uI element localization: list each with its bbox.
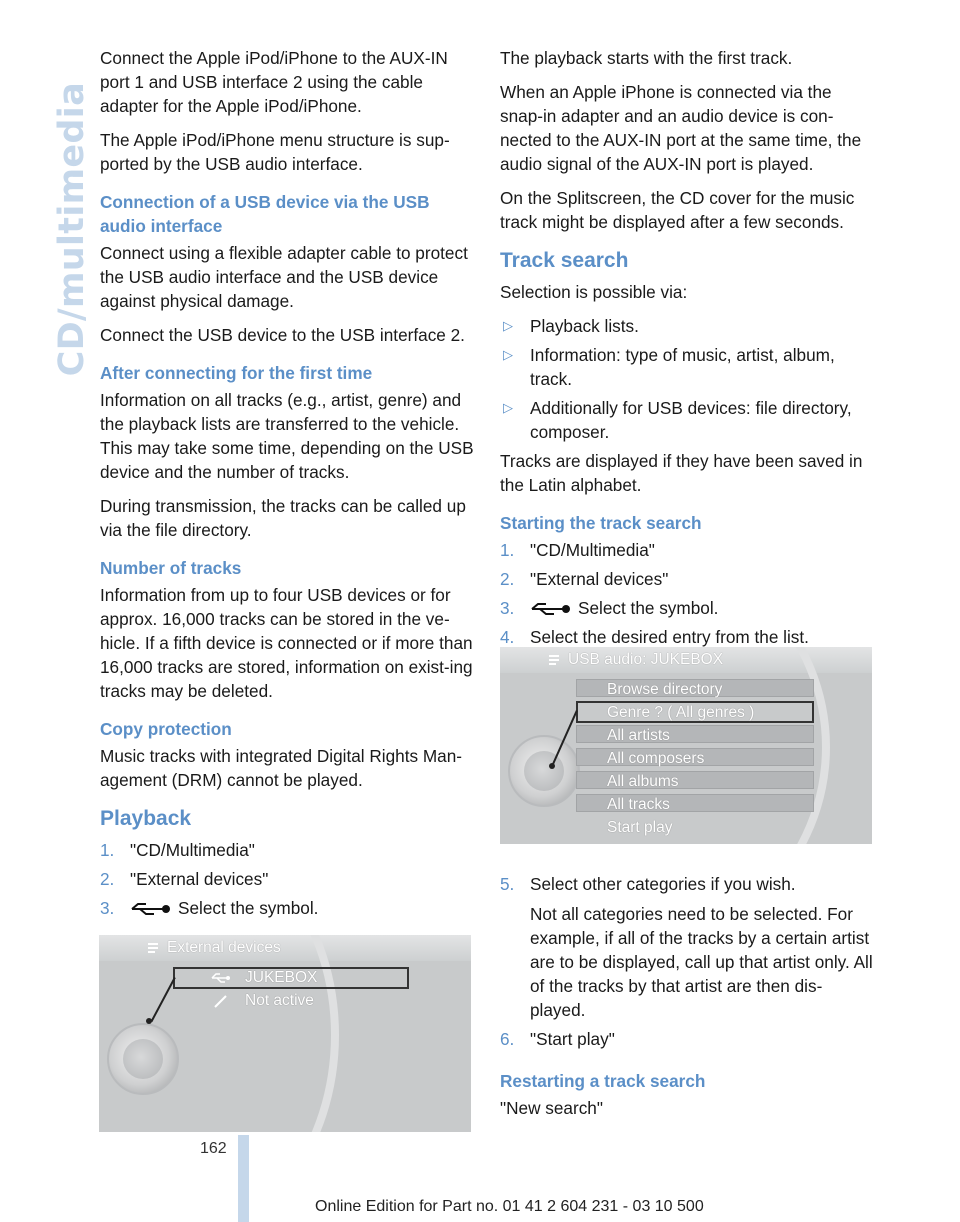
usb-audio-screenshot xyxy=(500,647,872,844)
paragraph: The playback starts with the first track. xyxy=(500,48,793,68)
screen-title: USB audio: JUKEBOX xyxy=(568,651,724,668)
list-item: 1. "CD/Multimedia" xyxy=(100,840,255,860)
pen-icon xyxy=(213,993,229,1009)
list-item: 4. Select the desired entry from the list. xyxy=(500,627,809,647)
paragraph: Information from up to four USB devices or for approx. 16,000 tracks can be stored in the ve-hicle. If a fifth device is connected or if more than 16,000 tracks are stored, information on exist-ing tracks may be deleted. xyxy=(100,585,473,701)
search-steps-continued xyxy=(500,872,875,1051)
list-item: 1. "CD/Multimedia" xyxy=(500,540,655,560)
chapter-side-tab xyxy=(0,40,92,377)
menu-row-browse-directory: Browse directory xyxy=(576,679,814,697)
bullet-icon: ▷ xyxy=(503,318,513,333)
list-item: 2. "External devices" xyxy=(100,869,269,889)
menu-row-start-play: Start play xyxy=(607,819,673,836)
list-item: 6. "Start play" xyxy=(500,1029,615,1049)
section-heading: Starting the track search xyxy=(500,513,702,533)
screen-title: External devices xyxy=(167,939,281,956)
list-item: 3. Select the symbol. xyxy=(500,598,719,618)
paragraph: "New search" xyxy=(500,1098,603,1118)
device-row-not-active: Not active xyxy=(245,992,314,1009)
section-heading: Restarting a track search xyxy=(500,1071,706,1091)
section-heading: Number of tracks xyxy=(100,558,242,578)
paragraph: Selection is possible via: xyxy=(500,282,688,302)
left-column xyxy=(100,46,478,925)
list-item: 3. Select the symbol. xyxy=(100,898,319,918)
chapter-heading: Playback xyxy=(100,807,192,830)
menu-row-all-composers: All composers xyxy=(576,748,814,766)
paragraph: The Apple iPod/iPhone menu structure is sup-ported by the USB audio interface. xyxy=(100,130,450,174)
list-item: ▷ Playback lists. xyxy=(503,316,639,336)
usb-icon xyxy=(130,902,172,916)
paragraph: Music tracks with integrated Digital Rights Man-agement (DRM) cannot be played. xyxy=(100,746,463,790)
list-item: 5. Select other categories if you wish. Not all categories need to be selected. For example, if all of the tracks by a certain artist are to be displayed, call up that artist only. All of the tracks by that artist are then dis-played. xyxy=(500,874,873,1020)
search-steps xyxy=(500,538,875,649)
menu-row-all-albums: All albums xyxy=(576,771,814,789)
pointer-dot xyxy=(146,1018,152,1024)
paragraph: During transmission, the tracks can be called up via the file directory. xyxy=(100,496,466,540)
chapter-heading: Track search xyxy=(500,249,629,272)
selection-options xyxy=(500,314,875,444)
usb-icon xyxy=(211,972,231,984)
paragraph: When an Apple iPhone is connected via the snap-in adapter and an audio device is con-nected to the AUX-IN port at the same time, the audio signal of the AUX-IN port is played. xyxy=(500,82,862,174)
paragraph: Tracks are displayed if they have been saved in the Latin alphabet. xyxy=(500,451,863,495)
chapter-label: CD/multimedia xyxy=(52,82,92,377)
device-row-jukebox: JUKEBOX xyxy=(245,969,318,986)
bullet-icon: ▷ xyxy=(503,400,513,415)
paragraph: Information on all tracks (e.g., artist, genre) and the playback lists are transferred to the vehicle. This may take some time, depending on the USB device and the number of tracks. xyxy=(100,390,474,482)
paragraph: Connect the Apple iPod/iPhone to the AUX-IN port 1 and USB interface 2 using the cable adapter for the Apple iPod/iPhone. xyxy=(100,48,448,116)
menu-row-all-tracks: All tracks xyxy=(576,794,814,812)
right-column xyxy=(500,46,875,1130)
pointer-dot xyxy=(549,763,555,769)
external-devices-screenshot xyxy=(99,935,471,1132)
page-number: 162 xyxy=(200,1140,227,1157)
section-heading: Copy protection xyxy=(100,719,232,739)
edition-footer: Online Edition for Part no. 01 41 2 604 231 - 03 10 500 xyxy=(315,1198,704,1215)
list-item: ▷ Information: type of music, artist, album, track. xyxy=(503,345,835,389)
menu-row-genre: Genre ? ( All genres ) xyxy=(576,701,814,723)
menu-row-all-artists: All artists xyxy=(576,725,814,743)
paragraph: Connect the USB device to the USB interface 2. xyxy=(100,325,465,345)
paragraph: Connect using a flexible adapter cable to protect the USB audio interface and the USB device against physical damage. xyxy=(100,243,468,311)
controller-knob-center xyxy=(123,1039,163,1079)
controller-knob-center xyxy=(524,751,564,791)
bullet-icon: ▷ xyxy=(503,347,513,362)
playback-steps xyxy=(100,838,478,920)
usb-icon xyxy=(530,602,572,616)
section-heading: After connecting for the first time xyxy=(100,363,373,383)
paragraph: On the Splitscreen, the CD cover for the music track might be displayed after a few seconds. xyxy=(500,188,855,232)
list-item: 2. "External devices" xyxy=(500,569,669,589)
section-heading: Connection of a USB device via the USB audio interface xyxy=(100,192,430,236)
list-item: ▷ Additionally for USB devices: file directory, composer. xyxy=(503,398,852,442)
footer-bar xyxy=(238,1135,249,1222)
